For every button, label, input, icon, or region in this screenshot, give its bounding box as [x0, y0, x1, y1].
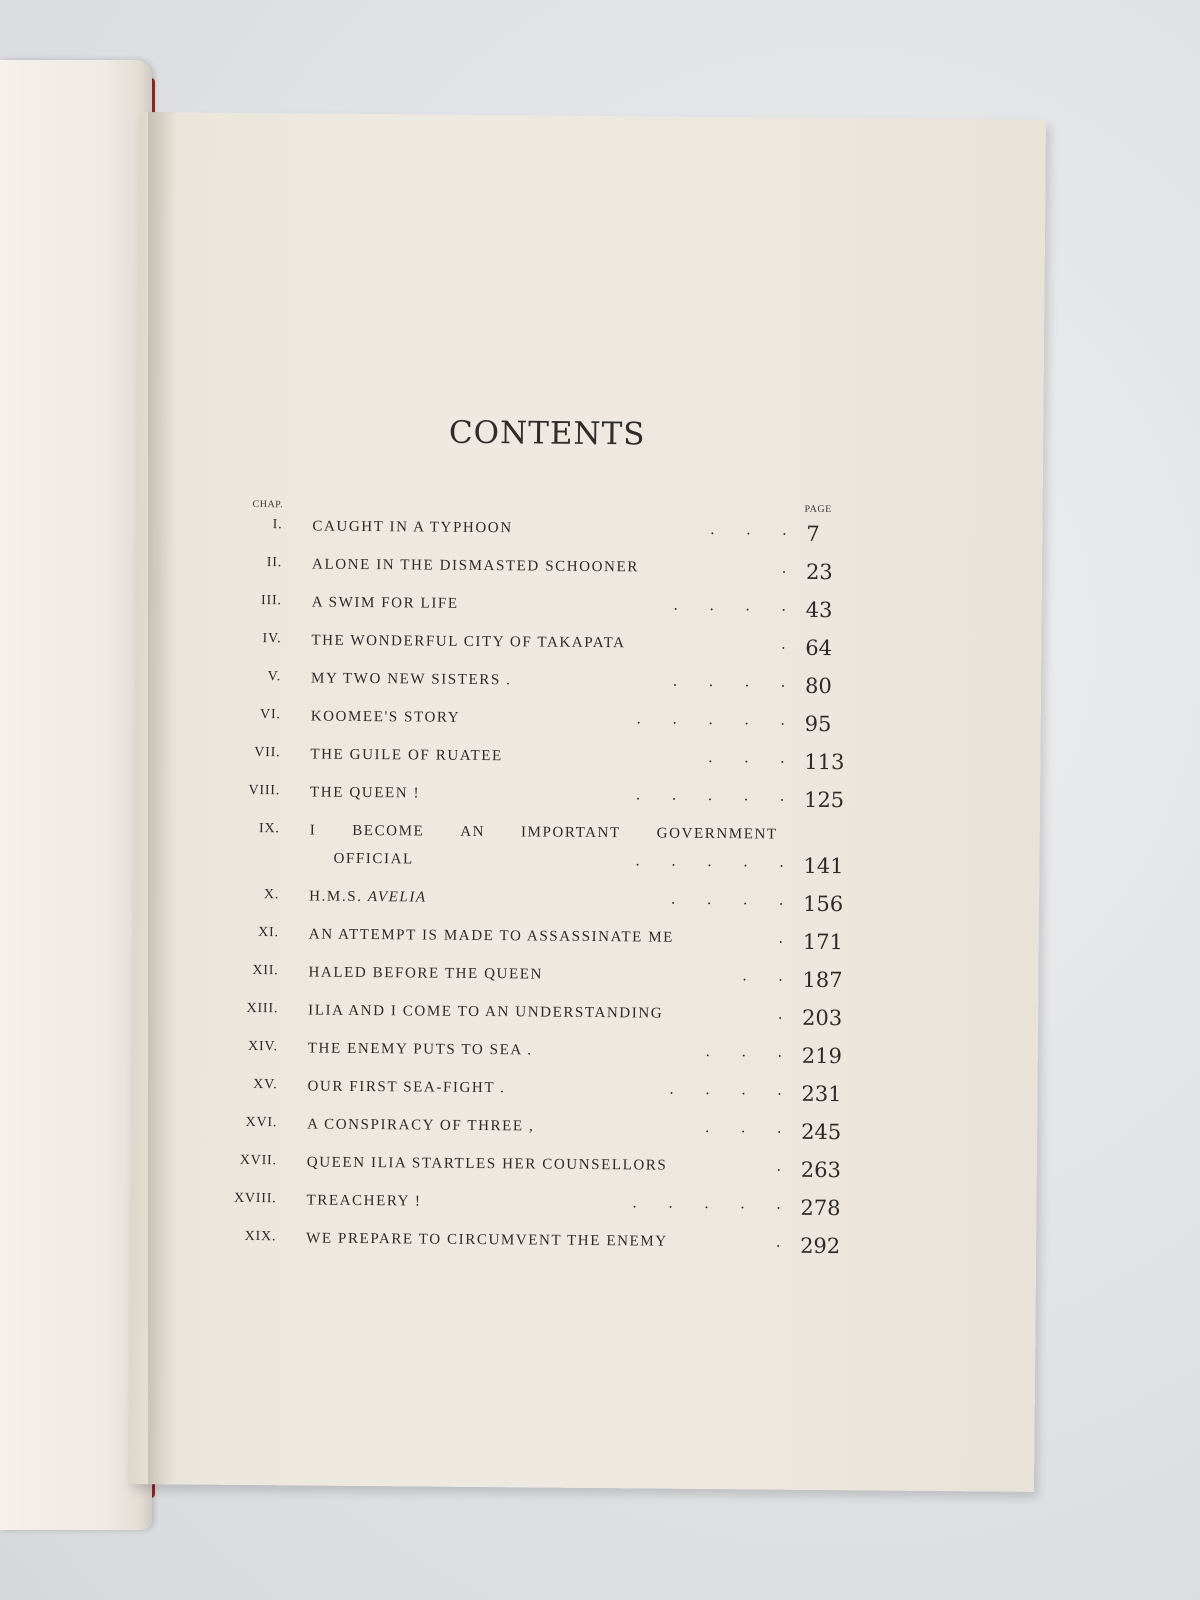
dot-leader: . . . .: [672, 672, 786, 691]
page-number: 171: [802, 929, 843, 955]
chapter-title-text: A SWIM FOR LIFE: [311, 594, 459, 612]
chapter-number: XIX.: [244, 1228, 277, 1245]
dot-leader: .: [776, 1233, 781, 1251]
page-number: 23: [805, 559, 833, 585]
dot-leader: . . . . .: [636, 710, 785, 729]
chapter-number: IX.: [258, 821, 280, 837]
chapter-title-continuation: OFFICIAL: [333, 850, 414, 868]
page-number: 7: [806, 521, 820, 546]
chapter-title-text: THE QUEEN !: [309, 784, 421, 802]
chapter-number: VIII.: [248, 782, 281, 799]
chapter-title-text: QUEEN ILIA STARTLES HER COUNSELLORS: [306, 1154, 668, 1174]
chapter-number: VII.: [254, 745, 281, 761]
chapter-number: II.: [266, 555, 283, 571]
dot-leader: . .: [742, 967, 783, 985]
chapter-title-word: BECOME: [352, 822, 425, 840]
chapter-number: V.: [267, 669, 282, 685]
dot-leader: .: [778, 1005, 783, 1023]
chapter-number: XIV.: [248, 1038, 278, 1055]
chapter-title-text: KOOMEE'S STORY: [310, 708, 461, 726]
contents-page: [128, 112, 1046, 1492]
chapter-title: [312, 595, 459, 613]
dot-leader: .: [778, 929, 783, 947]
page-number: 113: [804, 749, 845, 775]
page-title: CONTENTS: [448, 414, 646, 453]
page-number: 187: [802, 967, 843, 993]
chapter-title-italic: AVELIA: [367, 889, 427, 906]
page-number: 231: [801, 1081, 842, 1107]
toc-list: [130, 504, 1043, 1262]
chapter-title-text: H.M.S.: [309, 888, 363, 905]
chapter-number: XII.: [252, 963, 279, 979]
chapter-title-text: A CONSPIRACY OF THREE ,: [307, 1116, 535, 1135]
dot-leader: . . .: [708, 748, 785, 767]
chapter-title: [312, 519, 512, 538]
chapter-title-text: ALONE IN THE DISMASTED SCHOONER: [311, 556, 639, 576]
chapter-title-text: HALED BEFORE THE QUEEN: [308, 964, 544, 983]
chapter-number: VI.: [259, 707, 281, 723]
page-number: 43: [805, 597, 833, 623]
page-number: 292: [800, 1233, 841, 1259]
dot-leader: . . . . .: [635, 852, 784, 871]
chapter-title: [310, 785, 420, 803]
chapter-number: XI.: [258, 925, 279, 941]
dot-leader: . . .: [710, 520, 787, 539]
chapter-number: XVIII.: [233, 1190, 277, 1207]
page-number: 95: [804, 711, 832, 737]
dot-leader: .: [781, 635, 786, 653]
chapter-title: [310, 747, 503, 766]
chapter-title-word: IMPORTANT: [520, 824, 621, 842]
dot-leader: .: [776, 1157, 781, 1175]
chapter-title-word: GOVERNMENT: [656, 825, 778, 843]
chapter-title-word: I: [309, 822, 317, 839]
chapter-title: [311, 709, 461, 727]
dot-leader: . . . . .: [632, 1194, 781, 1213]
page-number: 80: [804, 673, 832, 699]
chapter-column-header: CHAP.: [252, 498, 284, 511]
chapter-title-word: AN: [460, 823, 486, 841]
chapter-number: XVII.: [239, 1152, 277, 1169]
chapter-number: IV.: [262, 631, 282, 647]
chapter-title-text: THE ENEMY PUTS TO SEA .: [307, 1040, 533, 1059]
chapter-title-text: TREACHERY !: [306, 1192, 422, 1210]
chapter-title: [310, 823, 778, 844]
page-number: 125: [803, 787, 845, 813]
chapter-title-text: OUR FIRST SEA-FIGHT .: [307, 1078, 506, 1097]
page-number: 263: [800, 1157, 841, 1183]
chapter-title: [311, 671, 512, 690]
chapter-title-text: AN ATTEMPT IS MADE TO ASSASSINATE ME: [308, 926, 675, 946]
chapter-title: [308, 1041, 533, 1060]
chapter-title: [306, 1192, 421, 1210]
dot-leader: . . . .: [673, 596, 786, 615]
chapter-number: III.: [260, 593, 282, 609]
dot-leader: .: [781, 559, 787, 577]
page-number: 156: [803, 891, 844, 917]
page-number: 278: [800, 1195, 841, 1221]
dot-leader: . . . .: [671, 890, 784, 909]
dot-leader: . . . . .: [635, 786, 785, 805]
chapter-title: [307, 1078, 505, 1097]
chapter-title-text: WE PREPARE TO CIRCUMVENT THE ENEMY: [306, 1230, 668, 1250]
page-number: 141: [803, 853, 844, 879]
chapter-number: XV.: [253, 1077, 278, 1093]
chapter-title-text: ILIA AND I COME TO AN UNDERSTANDING: [308, 1002, 664, 1022]
chapter-title-text: CAUGHT IN A TYPHOON: [312, 518, 513, 537]
page-number: 64: [805, 635, 833, 661]
page-number: 245: [801, 1119, 842, 1145]
chapter-title: [309, 889, 427, 907]
chapter-number: X.: [263, 887, 280, 903]
chapter-number: XVI.: [245, 1114, 278, 1131]
page-number: 203: [802, 1005, 843, 1031]
toc-entry: [133, 808, 1040, 882]
page-number: 219: [801, 1043, 842, 1069]
chapter-number: I.: [272, 517, 283, 533]
dot-leader: . . .: [705, 1118, 782, 1137]
dot-leader: . . .: [705, 1042, 782, 1061]
chapter-title-text: MY TWO NEW SISTERS .: [310, 670, 512, 689]
toc-entry: [130, 1216, 1036, 1262]
page-column-header: PAGE: [804, 503, 832, 516]
chapter-title-text: THE GUILE OF RUATEE: [310, 746, 503, 765]
chapter-title-text: THE WONDERFUL CITY OF TAKAPATA: [311, 632, 626, 652]
dot-leader: . . . .: [669, 1080, 782, 1099]
chapter-number: XIII.: [246, 1000, 279, 1017]
